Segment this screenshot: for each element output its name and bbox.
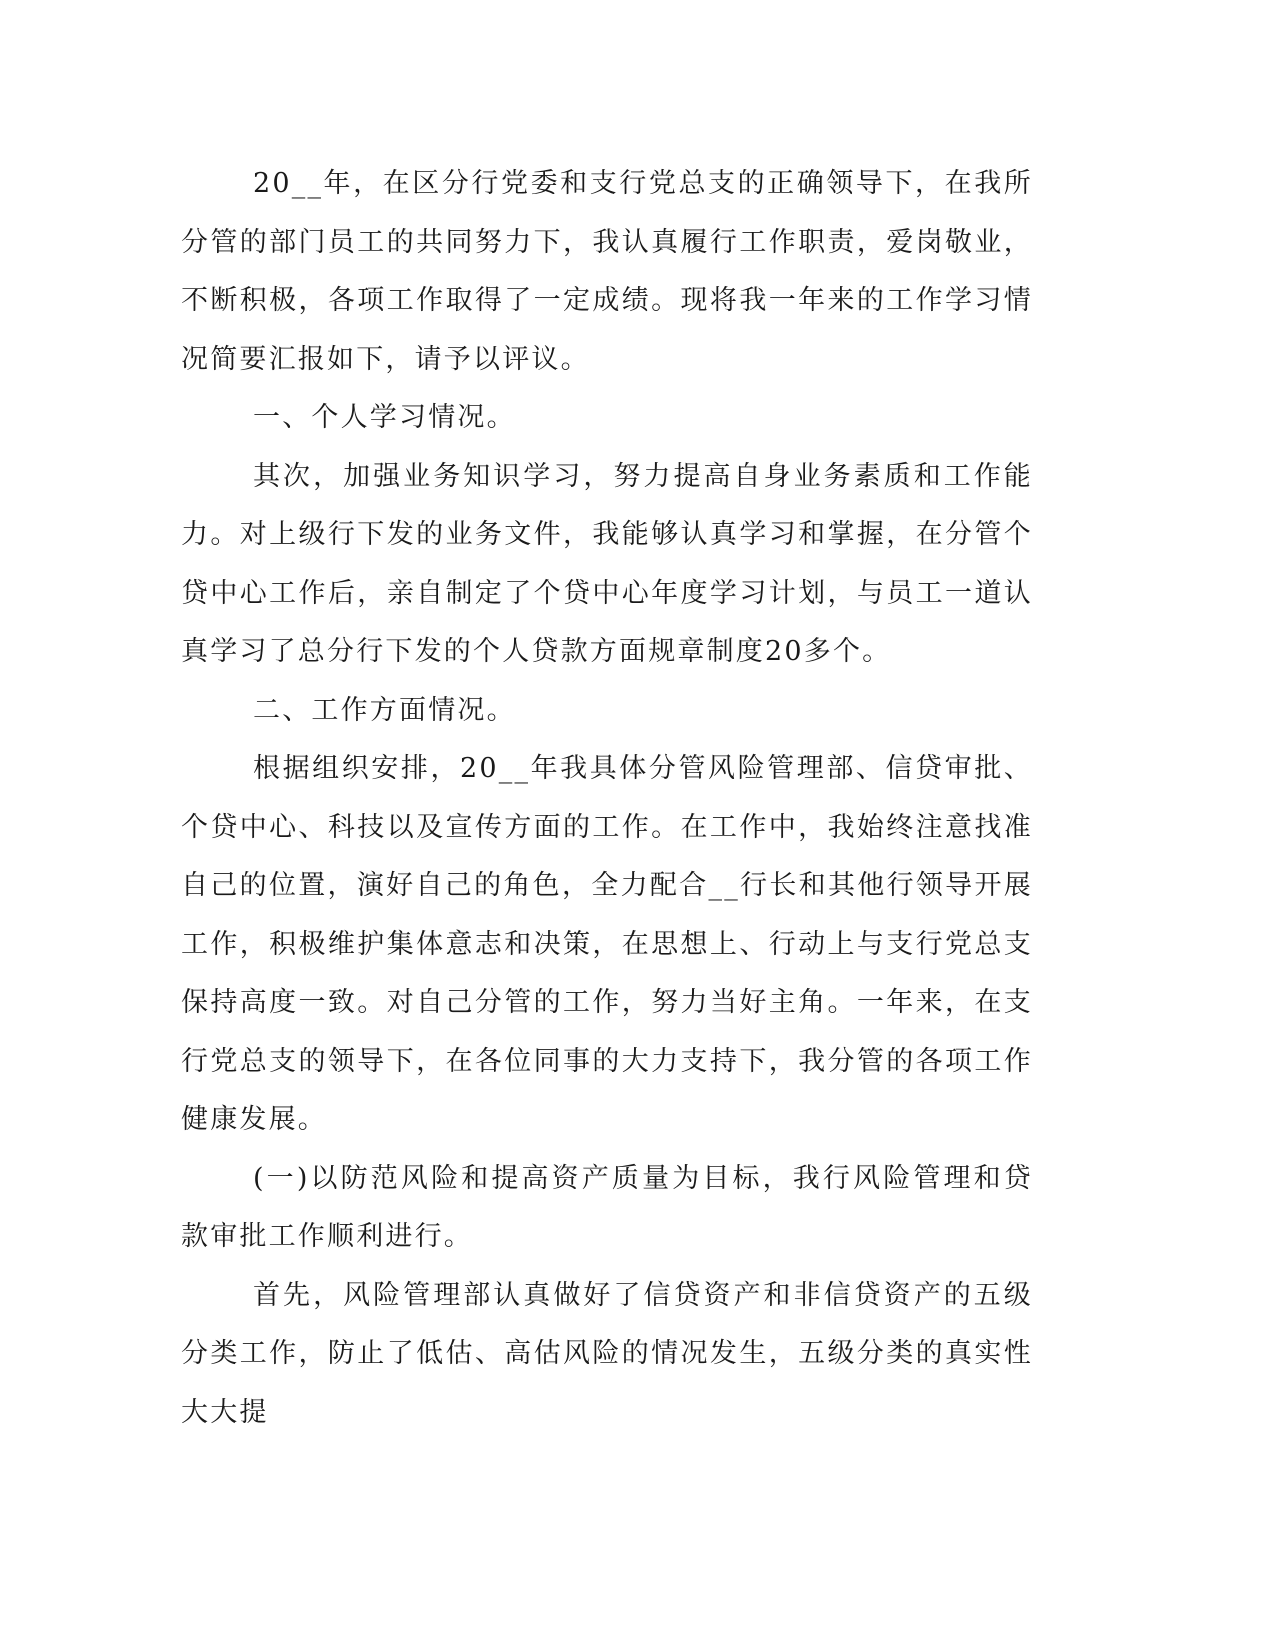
section-heading-work: 二、工作方面情况。 (253, 694, 516, 726)
paragraph-work-details: 根据组织安排，20__年我具体分管风险管理部、信贷审批、个贷中心、科技以及宣传方面的工作。在工作中，我始终注意找准自己的位置，演好自己的角色，全力配合__行长和其他行领导开展工作，积极维护集体意志和决策，在思想上、行动上与支行党总支保持高度一致。对自己分管的工作，努力当好主角。一年来，在支行党总支的领导下，在各位同事的大力支持下，我分管的各项工作健康发展。 (181, 753, 1033, 1135)
document-body (181, 155, 1033, 1442)
section-heading-personal-study: 一、个人学习情况。 (253, 402, 516, 433)
paragraph-risk-details: 首先，风险管理部认真做好了信贷资产和非信贷资产的五级分类工作，防止了低估、高估风险的情况发生，五级分类的真实性大大提 (181, 1279, 1033, 1428)
paragraph-study-details: 其次，加强业务知识学习，努力提高自身业务素质和工作能力。对上级行下发的业务文件，我能够认真学习和掌握，在分管个贷中心工作后，亲自制定了个贷中心年度学习计划，与员工一道认真学习了总分行下发的个人贷款方面规章制度20多个。 (181, 460, 1033, 667)
subsection-heading-risk: (一)以防范风险和提高资产质量为目标，我行风险管理和贷款审批工作顺利进行。 (181, 1162, 1033, 1252)
paragraph-intro: 20__年，在区分行党委和支行党总支的正确领导下，在我所分管的部门员工的共同努力下，我认真履行工作职责，爱岗敬业，不断积极，各项工作取得了一定成绩。现将我一年来的工作学习情况简要汇报如下，请予以评议。 (181, 168, 1033, 375)
